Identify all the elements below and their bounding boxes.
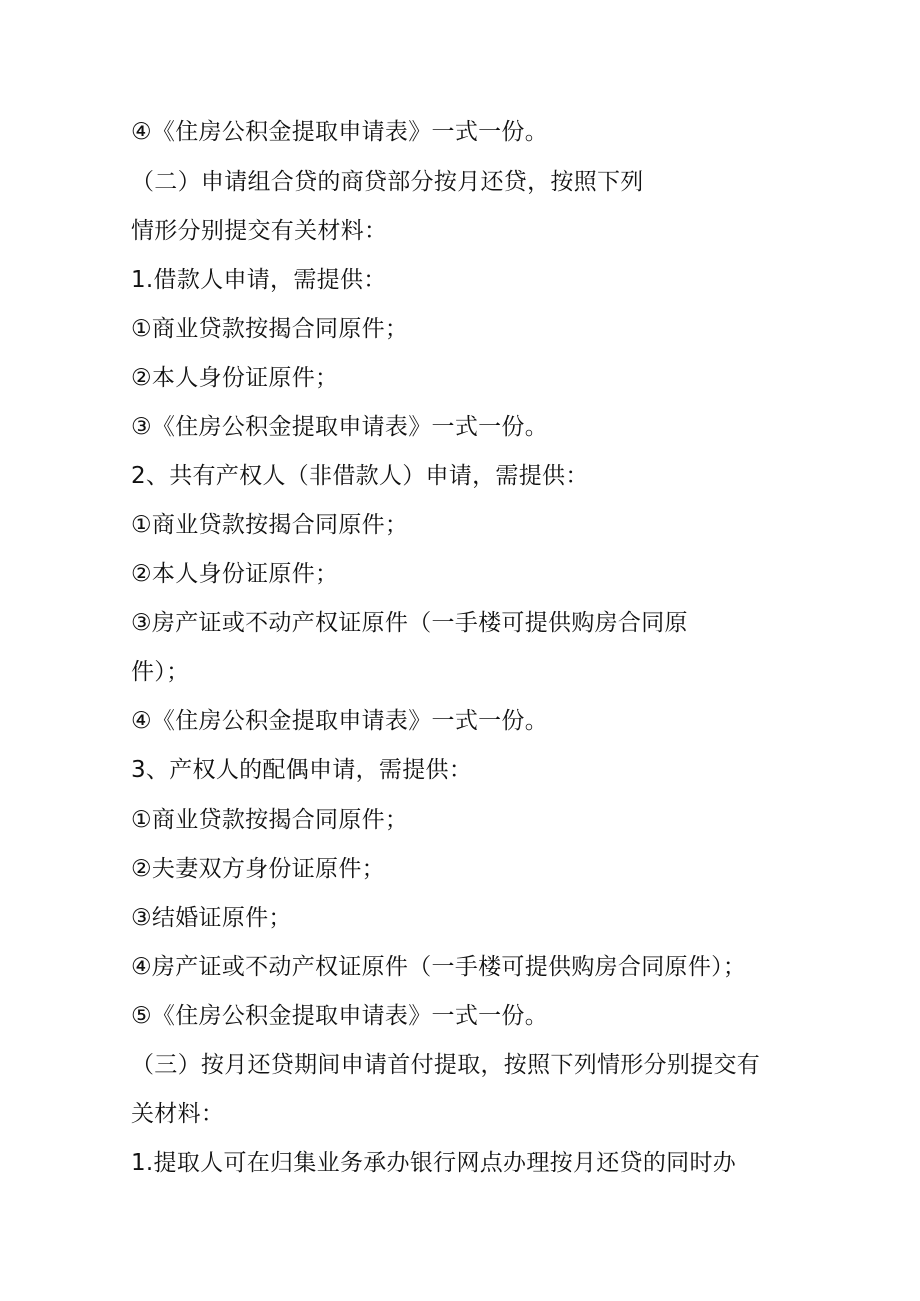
subsection-heading: 3、产权人的配偶申请，需提供：	[131, 757, 473, 783]
list-item: ①商业贷款按揭合同原件；	[131, 512, 409, 538]
list-item: ⑤《住房公积金提取申请表》一式一份。	[131, 1003, 549, 1029]
list-item: ②夫妻双方身份证原件；	[131, 856, 385, 882]
text-line: ④《住房公积金提取申请表》一式一份。	[131, 119, 549, 145]
list-item: ③结婚证原件；	[131, 905, 292, 931]
text-line: 关材料：	[131, 1101, 225, 1127]
list-item: ②本人身份证原件；	[131, 365, 339, 391]
text-line: 情形分别提交有关材料：	[131, 218, 388, 244]
subsection-heading: 2、共有产权人（非借款人）申请，需提供：	[131, 463, 589, 489]
list-item: ④房产证或不动产权证原件（一手楼可提供购房合同原件）；	[131, 954, 747, 980]
section-heading: （二）申请组合贷的商贷部分按月还贷，按照下列	[131, 169, 644, 195]
list-item: ②本人身份证原件；	[131, 561, 339, 587]
subsection-heading: 1.借款人申请，需提供：	[131, 267, 387, 293]
list-item: ④《住房公积金提取申请表》一式一份。	[131, 708, 549, 734]
list-item: ①商业贷款按揭合同原件；	[131, 316, 409, 342]
subsection-heading: 1.提取人可在归集业务承办银行网点办理按月还贷的同时办	[131, 1150, 737, 1176]
section-heading: （三）按月还贷期间申请首付提取，按照下列情形分别提交有	[131, 1052, 761, 1078]
list-item: ①商业贷款按揭合同原件；	[131, 807, 409, 833]
list-item: ③房产证或不动产权证原件（一手楼可提供购房合同原	[131, 610, 688, 636]
list-item-continuation: 件）；	[131, 659, 190, 685]
list-item: ③《住房公积金提取申请表》一式一份。	[131, 414, 549, 440]
